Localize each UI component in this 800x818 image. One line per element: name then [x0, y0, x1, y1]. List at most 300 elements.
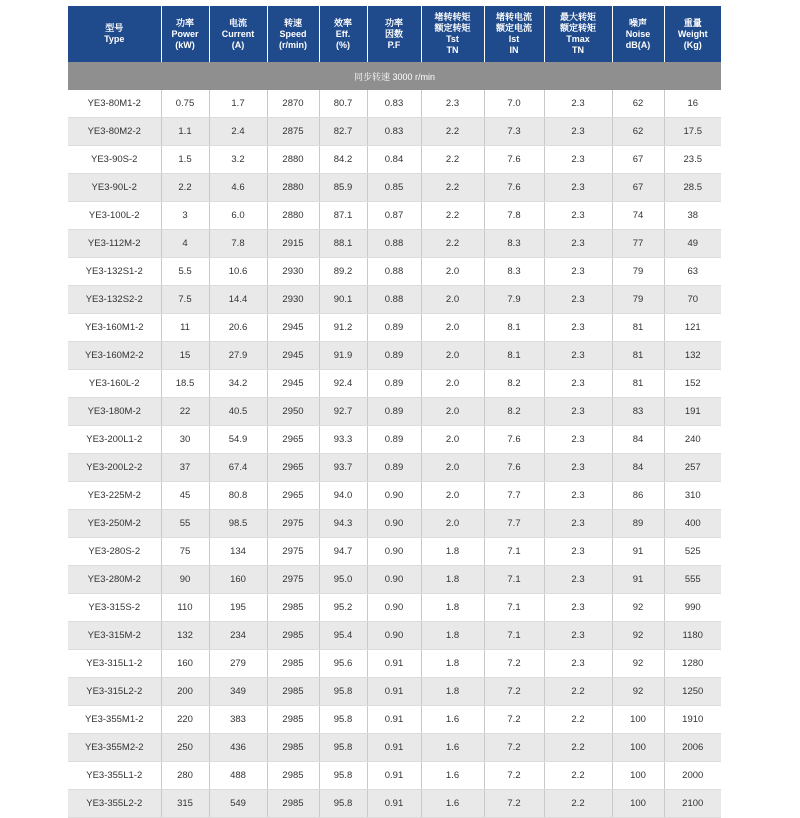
cell-max-torque-ratio: 2.3 — [544, 174, 612, 202]
cell-locked-torque-ratio: 2.0 — [421, 482, 484, 510]
cell-power-factor: 0.91 — [367, 762, 421, 790]
cell-locked-current-ratio: 8.2 — [484, 370, 544, 398]
cell-power: 30 — [161, 426, 209, 454]
cell-noise: 67 — [612, 146, 664, 174]
cell-noise: 62 — [612, 90, 664, 118]
cell-locked-current-ratio: 8.1 — [484, 342, 544, 370]
cell-max-torque-ratio: 2.3 — [544, 426, 612, 454]
cell-type: YE3-160M2-2 — [68, 342, 161, 370]
cell-efficiency: 95.0 — [319, 566, 367, 594]
cell-power: 3 — [161, 202, 209, 230]
table-row — [68, 566, 721, 594]
table-row — [68, 790, 721, 818]
cell-power: 7.5 — [161, 286, 209, 314]
cell-locked-torque-ratio: 1.6 — [421, 706, 484, 734]
cell-locked-torque-ratio: 1.6 — [421, 734, 484, 762]
cell-noise: 83 — [612, 398, 664, 426]
cell-power: 132 — [161, 622, 209, 650]
cell-efficiency: 95.8 — [319, 678, 367, 706]
cell-weight: 152 — [664, 370, 721, 398]
cell-max-torque-ratio: 2.3 — [544, 538, 612, 566]
cell-locked-torque-ratio: 2.2 — [421, 174, 484, 202]
cell-type: YE3-200L1-2 — [68, 426, 161, 454]
cell-noise: 79 — [612, 258, 664, 286]
cell-max-torque-ratio: 2.3 — [544, 650, 612, 678]
cell-power-factor: 0.91 — [367, 678, 421, 706]
cell-efficiency: 95.8 — [319, 706, 367, 734]
cell-power: 110 — [161, 594, 209, 622]
cell-current: 98.5 — [209, 510, 267, 538]
cell-locked-torque-ratio: 2.2 — [421, 146, 484, 174]
cell-max-torque-ratio: 2.3 — [544, 146, 612, 174]
cell-weight: 2006 — [664, 734, 721, 762]
cell-power: 18.5 — [161, 370, 209, 398]
cell-locked-current-ratio: 7.3 — [484, 118, 544, 146]
cell-speed: 2985 — [267, 650, 319, 678]
cell-locked-torque-ratio: 2.2 — [421, 118, 484, 146]
cell-power: 250 — [161, 734, 209, 762]
cell-locked-current-ratio: 7.2 — [484, 706, 544, 734]
cell-power: 200 — [161, 678, 209, 706]
cell-speed: 2965 — [267, 454, 319, 482]
cell-locked-torque-ratio: 1.8 — [421, 594, 484, 622]
cell-power: 220 — [161, 706, 209, 734]
cell-power: 0.75 — [161, 90, 209, 118]
cell-speed: 2870 — [267, 90, 319, 118]
speed-group-row — [68, 62, 721, 90]
header-current: 电流 Current (A) — [209, 6, 267, 62]
cell-current: 7.8 — [209, 230, 267, 258]
table-row — [68, 370, 721, 398]
cell-max-torque-ratio: 2.2 — [544, 762, 612, 790]
cell-current: 27.9 — [209, 342, 267, 370]
cell-power-factor: 0.89 — [367, 342, 421, 370]
cell-locked-torque-ratio: 1.6 — [421, 762, 484, 790]
cell-type: YE3-250M-2 — [68, 510, 161, 538]
cell-type: YE3-225M-2 — [68, 482, 161, 510]
cell-speed: 2975 — [267, 510, 319, 538]
cell-current: 3.2 — [209, 146, 267, 174]
cell-current: 14.4 — [209, 286, 267, 314]
cell-power-factor: 0.89 — [367, 398, 421, 426]
cell-weight: 1910 — [664, 706, 721, 734]
cell-efficiency: 92.7 — [319, 398, 367, 426]
cell-weight: 49 — [664, 230, 721, 258]
cell-max-torque-ratio: 2.3 — [544, 90, 612, 118]
header-power-factor: 功率 因数 P.F — [367, 6, 421, 62]
cell-current: 488 — [209, 762, 267, 790]
cell-weight: 1180 — [664, 622, 721, 650]
cell-locked-current-ratio: 7.7 — [484, 510, 544, 538]
cell-power: 55 — [161, 510, 209, 538]
cell-power: 160 — [161, 650, 209, 678]
cell-current: 20.6 — [209, 314, 267, 342]
cell-noise: 67 — [612, 174, 664, 202]
table-row — [68, 314, 721, 342]
table-row — [68, 118, 721, 146]
cell-type: YE3-280S-2 — [68, 538, 161, 566]
cell-efficiency: 87.1 — [319, 202, 367, 230]
cell-weight: 1250 — [664, 678, 721, 706]
cell-speed: 2985 — [267, 622, 319, 650]
table-row — [68, 258, 721, 286]
cell-max-torque-ratio: 2.3 — [544, 314, 612, 342]
cell-max-torque-ratio: 2.3 — [544, 258, 612, 286]
cell-weight: 310 — [664, 482, 721, 510]
cell-type: YE3-355L1-2 — [68, 762, 161, 790]
cell-noise: 84 — [612, 426, 664, 454]
cell-speed: 2985 — [267, 594, 319, 622]
cell-power-factor: 0.90 — [367, 594, 421, 622]
cell-locked-torque-ratio: 2.0 — [421, 398, 484, 426]
table-row — [68, 398, 721, 426]
cell-current: 279 — [209, 650, 267, 678]
cell-type: YE3-160L-2 — [68, 370, 161, 398]
cell-type: YE3-355M2-2 — [68, 734, 161, 762]
header-noise: 噪声 Noise dB(A) — [612, 6, 664, 62]
cell-noise: 86 — [612, 482, 664, 510]
cell-locked-torque-ratio: 2.2 — [421, 230, 484, 258]
cell-speed: 2915 — [267, 230, 319, 258]
motor-spec-table-container — [68, 6, 721, 818]
cell-locked-current-ratio: 7.7 — [484, 482, 544, 510]
cell-speed: 2945 — [267, 314, 319, 342]
cell-power: 37 — [161, 454, 209, 482]
table-row — [68, 706, 721, 734]
table-row — [68, 202, 721, 230]
table-header — [68, 6, 721, 62]
cell-speed: 2930 — [267, 258, 319, 286]
header-speed: 转速 Speed (r/min) — [267, 6, 319, 62]
cell-type: YE3-355L2-2 — [68, 790, 161, 818]
cell-efficiency: 95.8 — [319, 734, 367, 762]
cell-power-factor: 0.83 — [367, 118, 421, 146]
cell-max-torque-ratio: 2.3 — [544, 202, 612, 230]
cell-max-torque-ratio: 2.3 — [544, 342, 612, 370]
cell-locked-current-ratio: 7.1 — [484, 594, 544, 622]
cell-current: 383 — [209, 706, 267, 734]
cell-efficiency: 90.1 — [319, 286, 367, 314]
cell-weight: 240 — [664, 426, 721, 454]
cell-type: YE3-112M-2 — [68, 230, 161, 258]
cell-current: 436 — [209, 734, 267, 762]
cell-efficiency: 85.9 — [319, 174, 367, 202]
cell-speed: 2880 — [267, 146, 319, 174]
cell-noise: 91 — [612, 538, 664, 566]
cell-max-torque-ratio: 2.3 — [544, 370, 612, 398]
cell-current: 4.6 — [209, 174, 267, 202]
cell-current: 1.7 — [209, 90, 267, 118]
cell-efficiency: 93.3 — [319, 426, 367, 454]
cell-power: 1.5 — [161, 146, 209, 174]
cell-locked-torque-ratio: 2.0 — [421, 342, 484, 370]
cell-speed: 2985 — [267, 706, 319, 734]
table-row — [68, 762, 721, 790]
cell-power: 315 — [161, 790, 209, 818]
cell-speed: 2880 — [267, 202, 319, 230]
cell-noise: 89 — [612, 510, 664, 538]
table-row — [68, 286, 721, 314]
speed-group-label: 同步转速 3000 r/min — [68, 62, 721, 90]
header-row — [68, 6, 721, 62]
cell-speed: 2880 — [267, 174, 319, 202]
cell-power-factor: 0.88 — [367, 230, 421, 258]
cell-noise: 84 — [612, 454, 664, 482]
cell-weight: 555 — [664, 566, 721, 594]
cell-efficiency: 80.7 — [319, 90, 367, 118]
cell-weight: 191 — [664, 398, 721, 426]
cell-power-factor: 0.91 — [367, 790, 421, 818]
cell-efficiency: 94.7 — [319, 538, 367, 566]
cell-max-torque-ratio: 2.3 — [544, 622, 612, 650]
cell-type: YE3-80M2-2 — [68, 118, 161, 146]
cell-power-factor: 0.90 — [367, 538, 421, 566]
cell-locked-current-ratio: 7.6 — [484, 426, 544, 454]
cell-locked-torque-ratio: 2.2 — [421, 202, 484, 230]
cell-type: YE3-315S-2 — [68, 594, 161, 622]
cell-current: 80.8 — [209, 482, 267, 510]
cell-weight: 28.5 — [664, 174, 721, 202]
table-row — [68, 594, 721, 622]
cell-max-torque-ratio: 2.3 — [544, 286, 612, 314]
cell-current: 195 — [209, 594, 267, 622]
cell-efficiency: 95.8 — [319, 762, 367, 790]
cell-locked-torque-ratio: 1.6 — [421, 790, 484, 818]
cell-max-torque-ratio: 2.3 — [544, 594, 612, 622]
cell-locked-torque-ratio: 1.8 — [421, 622, 484, 650]
cell-efficiency: 94.3 — [319, 510, 367, 538]
cell-max-torque-ratio: 2.2 — [544, 706, 612, 734]
cell-speed: 2985 — [267, 762, 319, 790]
cell-noise: 81 — [612, 370, 664, 398]
cell-max-torque-ratio: 2.2 — [544, 734, 612, 762]
table-row — [68, 678, 721, 706]
cell-noise: 92 — [612, 622, 664, 650]
header-efficiency: 效率 Eff. (%) — [319, 6, 367, 62]
cell-power-factor: 0.87 — [367, 202, 421, 230]
cell-max-torque-ratio: 2.3 — [544, 398, 612, 426]
cell-current: 349 — [209, 678, 267, 706]
table-row — [68, 650, 721, 678]
cell-locked-current-ratio: 7.2 — [484, 790, 544, 818]
cell-speed: 2985 — [267, 734, 319, 762]
cell-weight: 525 — [664, 538, 721, 566]
cell-noise: 100 — [612, 734, 664, 762]
table-row — [68, 510, 721, 538]
cell-locked-torque-ratio: 2.0 — [421, 510, 484, 538]
cell-efficiency: 84.2 — [319, 146, 367, 174]
cell-type: YE3-315M-2 — [68, 622, 161, 650]
cell-max-torque-ratio: 2.2 — [544, 790, 612, 818]
cell-weight: 2100 — [664, 790, 721, 818]
cell-power: 22 — [161, 398, 209, 426]
cell-weight: 70 — [664, 286, 721, 314]
table-row — [68, 622, 721, 650]
cell-efficiency: 95.6 — [319, 650, 367, 678]
cell-weight: 63 — [664, 258, 721, 286]
cell-current: 40.5 — [209, 398, 267, 426]
cell-weight: 121 — [664, 314, 721, 342]
cell-max-torque-ratio: 2.3 — [544, 118, 612, 146]
cell-speed: 2965 — [267, 426, 319, 454]
cell-power: 2.2 — [161, 174, 209, 202]
cell-locked-torque-ratio: 2.0 — [421, 426, 484, 454]
cell-speed: 2975 — [267, 566, 319, 594]
cell-weight: 257 — [664, 454, 721, 482]
cell-locked-torque-ratio: 2.0 — [421, 370, 484, 398]
cell-locked-current-ratio: 8.3 — [484, 258, 544, 286]
cell-noise: 92 — [612, 594, 664, 622]
cell-noise: 81 — [612, 342, 664, 370]
cell-type: YE3-315L1-2 — [68, 650, 161, 678]
cell-current: 2.4 — [209, 118, 267, 146]
cell-power: 1.1 — [161, 118, 209, 146]
cell-power-factor: 0.85 — [367, 174, 421, 202]
cell-power: 45 — [161, 482, 209, 510]
cell-max-torque-ratio: 2.3 — [544, 510, 612, 538]
cell-power-factor: 0.91 — [367, 650, 421, 678]
cell-efficiency: 89.2 — [319, 258, 367, 286]
cell-power-factor: 0.88 — [367, 258, 421, 286]
cell-type: YE3-90S-2 — [68, 146, 161, 174]
cell-power-factor: 0.89 — [367, 454, 421, 482]
cell-current: 10.6 — [209, 258, 267, 286]
header-type: 型号 Type — [68, 6, 161, 62]
cell-efficiency: 95.2 — [319, 594, 367, 622]
cell-noise: 74 — [612, 202, 664, 230]
cell-power-factor: 0.89 — [367, 370, 421, 398]
table-row — [68, 90, 721, 118]
cell-type: YE3-315L2-2 — [68, 678, 161, 706]
cell-power: 11 — [161, 314, 209, 342]
cell-locked-current-ratio: 7.6 — [484, 454, 544, 482]
cell-current: 160 — [209, 566, 267, 594]
cell-efficiency: 92.4 — [319, 370, 367, 398]
cell-locked-current-ratio: 7.1 — [484, 622, 544, 650]
cell-current: 67.4 — [209, 454, 267, 482]
cell-locked-current-ratio: 7.1 — [484, 538, 544, 566]
cell-locked-current-ratio: 8.3 — [484, 230, 544, 258]
cell-power-factor: 0.84 — [367, 146, 421, 174]
table-row — [68, 538, 721, 566]
cell-locked-torque-ratio: 2.0 — [421, 314, 484, 342]
cell-power-factor: 0.89 — [367, 314, 421, 342]
table-row — [68, 426, 721, 454]
table-body — [68, 62, 721, 818]
cell-type: YE3-80M1-2 — [68, 90, 161, 118]
cell-current: 234 — [209, 622, 267, 650]
cell-type: YE3-200L2-2 — [68, 454, 161, 482]
cell-locked-torque-ratio: 1.8 — [421, 678, 484, 706]
cell-weight: 2000 — [664, 762, 721, 790]
cell-speed: 2945 — [267, 342, 319, 370]
cell-speed: 2975 — [267, 538, 319, 566]
cell-locked-current-ratio: 7.8 — [484, 202, 544, 230]
cell-current: 54.9 — [209, 426, 267, 454]
cell-efficiency: 82.7 — [319, 118, 367, 146]
cell-type: YE3-132S1-2 — [68, 258, 161, 286]
cell-speed: 2965 — [267, 482, 319, 510]
cell-power-factor: 0.83 — [367, 90, 421, 118]
cell-noise: 77 — [612, 230, 664, 258]
cell-type: YE3-355M1-2 — [68, 706, 161, 734]
cell-locked-current-ratio: 7.9 — [484, 286, 544, 314]
cell-locked-torque-ratio: 2.3 — [421, 90, 484, 118]
table-row — [68, 454, 721, 482]
table-row — [68, 174, 721, 202]
cell-noise: 79 — [612, 286, 664, 314]
motor-spec-table — [68, 6, 721, 818]
cell-locked-torque-ratio: 2.0 — [421, 286, 484, 314]
cell-type: YE3-180M-2 — [68, 398, 161, 426]
cell-weight: 1280 — [664, 650, 721, 678]
cell-power-factor: 0.91 — [367, 734, 421, 762]
cell-efficiency: 88.1 — [319, 230, 367, 258]
cell-power-factor: 0.90 — [367, 622, 421, 650]
header-max-torque-ratio: 最大转矩 额定转矩 Tmax TN — [544, 6, 612, 62]
cell-power: 90 — [161, 566, 209, 594]
cell-noise: 100 — [612, 790, 664, 818]
header-locked-current-ratio: 堵转电流 额定电流 Ist IN — [484, 6, 544, 62]
cell-power-factor: 0.91 — [367, 706, 421, 734]
cell-locked-torque-ratio: 2.0 — [421, 454, 484, 482]
cell-power-factor: 0.89 — [367, 426, 421, 454]
cell-locked-current-ratio: 7.2 — [484, 650, 544, 678]
cell-locked-current-ratio: 8.2 — [484, 398, 544, 426]
table-row — [68, 734, 721, 762]
cell-power: 5.5 — [161, 258, 209, 286]
cell-weight: 16 — [664, 90, 721, 118]
header-weight: 重量 Weight (Kg) — [664, 6, 721, 62]
cell-speed: 2930 — [267, 286, 319, 314]
cell-locked-current-ratio: 7.2 — [484, 734, 544, 762]
table-row — [68, 230, 721, 258]
cell-speed: 2985 — [267, 790, 319, 818]
cell-power: 75 — [161, 538, 209, 566]
header-power: 功率 Power (kW) — [161, 6, 209, 62]
cell-weight: 132 — [664, 342, 721, 370]
cell-weight: 23.5 — [664, 146, 721, 174]
cell-noise: 92 — [612, 678, 664, 706]
cell-noise: 100 — [612, 706, 664, 734]
cell-power: 280 — [161, 762, 209, 790]
cell-max-torque-ratio: 2.2 — [544, 678, 612, 706]
cell-type: YE3-160M1-2 — [68, 314, 161, 342]
cell-max-torque-ratio: 2.3 — [544, 566, 612, 594]
cell-efficiency: 93.7 — [319, 454, 367, 482]
cell-locked-torque-ratio: 1.8 — [421, 650, 484, 678]
cell-speed: 2950 — [267, 398, 319, 426]
cell-power-factor: 0.90 — [367, 482, 421, 510]
cell-noise: 91 — [612, 566, 664, 594]
cell-max-torque-ratio: 2.3 — [544, 230, 612, 258]
cell-efficiency: 91.9 — [319, 342, 367, 370]
cell-power: 4 — [161, 230, 209, 258]
cell-noise: 92 — [612, 650, 664, 678]
cell-locked-torque-ratio: 2.0 — [421, 258, 484, 286]
cell-locked-current-ratio: 7.2 — [484, 678, 544, 706]
cell-efficiency: 91.2 — [319, 314, 367, 342]
cell-type: YE3-90L-2 — [68, 174, 161, 202]
cell-max-torque-ratio: 2.3 — [544, 454, 612, 482]
cell-weight: 990 — [664, 594, 721, 622]
table-row — [68, 482, 721, 510]
cell-weight: 17.5 — [664, 118, 721, 146]
cell-efficiency: 95.4 — [319, 622, 367, 650]
cell-power: 15 — [161, 342, 209, 370]
cell-speed: 2945 — [267, 370, 319, 398]
cell-locked-current-ratio: 7.2 — [484, 762, 544, 790]
